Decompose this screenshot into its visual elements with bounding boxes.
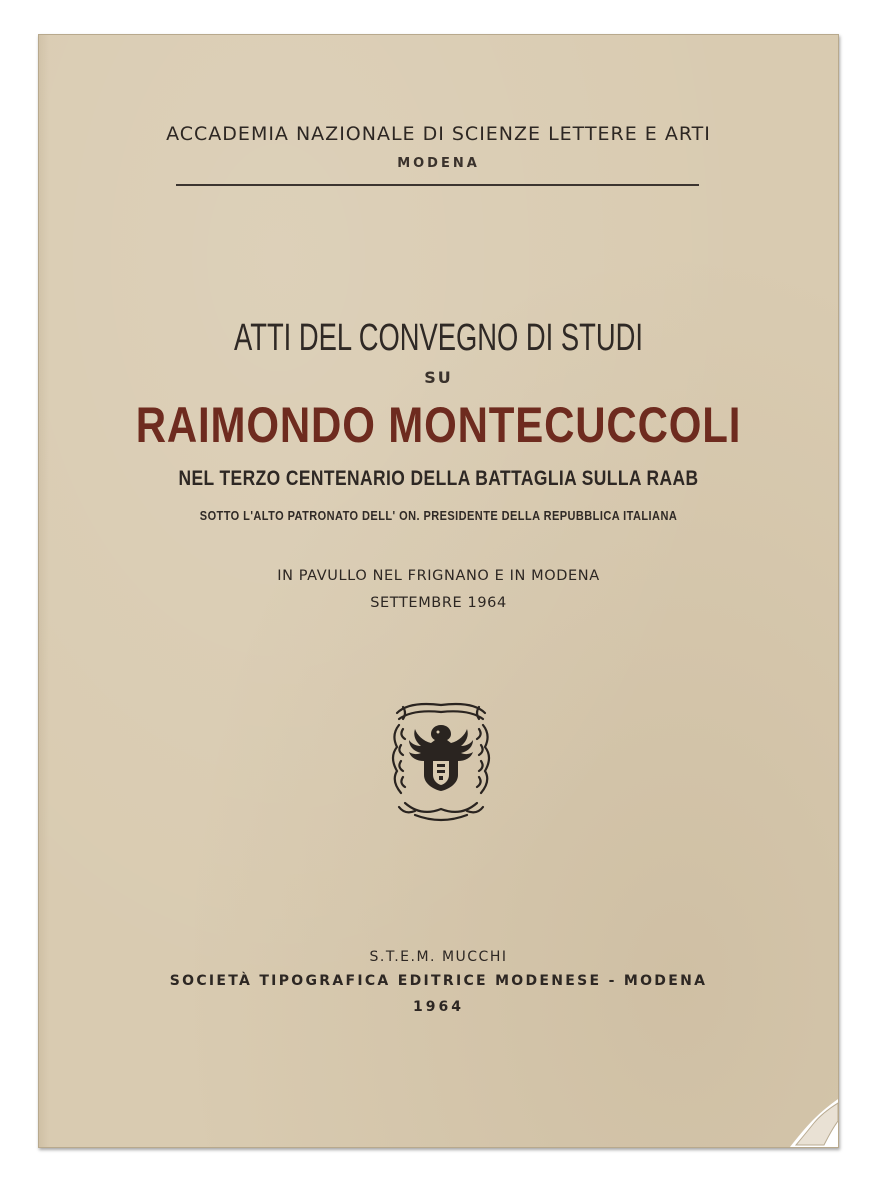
- title-line: ATTI DEL CONVEGNO DI STUDI: [234, 317, 643, 359]
- event-place: IN PAVULLO NEL FRIGNANO E IN MODENA: [277, 568, 600, 584]
- dog-ear-corner: [784, 1099, 838, 1147]
- book-subtitle: NEL TERZO CENTENARIO DELLA BATTAGLIA SULLA RAAB: [178, 467, 699, 490]
- title-connector: SU: [424, 368, 453, 387]
- publisher-name: ACCADEMIA NAZIONALE DI SCIENZE LETTERE E ARTI: [166, 123, 711, 145]
- book-title-name: RAIMONDO MONTECUCCOLI: [135, 397, 742, 453]
- header-divider: [176, 184, 699, 186]
- printer-short-name: S.T.E.M. MUCCHI: [369, 949, 508, 965]
- patronage-line: SOTTO L'ALTO PATRONATO DELL' ON. PRESIDENTE DELLA REPUBBLICA ITALIANA: [199, 509, 678, 523]
- book-cover: [38, 34, 839, 1148]
- publisher-city: MODENA: [397, 156, 480, 171]
- eagle-crest-icon: [389, 699, 493, 823]
- publication-year: 1964: [413, 999, 464, 1015]
- printer-full-name: SOCIETÀ TIPOGRAFICA EDITRICE MODENESE - MODENA: [169, 973, 708, 989]
- event-date: SETTEMBRE 1964: [370, 595, 507, 611]
